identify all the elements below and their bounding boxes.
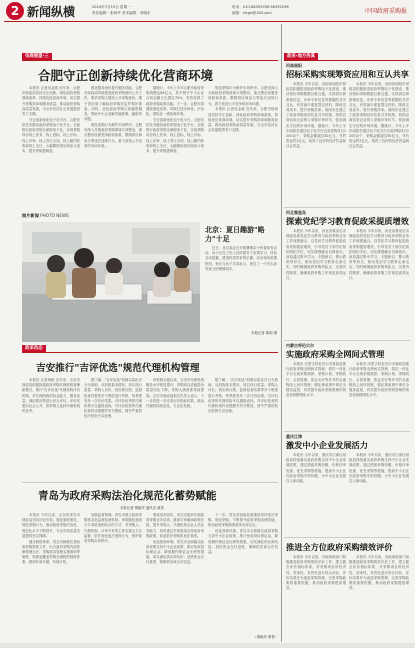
- sidebar-item-category: 河南南阳: [286, 63, 302, 68]
- lead-paragraph: 规范采购行为维护市场秩序。合肥市深入开展政府采购领域专项整治，重点整治设置差别歧视条款、限制供应商参与等违法违规行为，着力营造公平竞争的市场环境。: [208, 86, 278, 106]
- page-bottom-margin: [0, 643, 415, 648]
- bottom-rule: [22, 482, 278, 483]
- photo-news-label-cn: 图片新闻: [22, 213, 39, 218]
- mid-column-1: [22, 378, 80, 478]
- bottom-paragraph: 优化营商环境。青岛市全面落实政府采购支持中小企业政策，推行免收投标保证金、降低履约保证金比例等措施，切实减轻供应商负担；加快资金支付进度，保障供应商合法权益。: [208, 529, 278, 554]
- mid-paragraph: 该机制实施以来，吉安市代理机构服务水平明显提升，采购项目质疑投诉数量同比下降，采购人满意度持续提高。吉安市财政局相关负责人表示，下一步将进一步完善评价指标体系，推动代理机构规范化、专业化发展。: [146, 378, 204, 409]
- photo-caption-text: 近日，北京某社区开展暑期亲子科普体验活动，孩子们在工作人员的指导下参观学习，体验互动装置，感受科技带来的乐趣。活动现场氛围热烈，家长与孩子共同参与，度过了一个充实而有意义的暑期周末。: [205, 246, 277, 271]
- sidebar-paragraph: 本报讯 内蒙古呼伦贝尔市财政局推行政府采购全网间式管理，依托一体化平台实现采购预算、采购计划、采购执行、合同管理、资金支付等环节的全流程线上闭环管理，强化事前事中事后全链条监管，有效提升政府采购管理的规范化和精细化水平。: [286, 362, 346, 398]
- bottom-column-3: [146, 513, 204, 641]
- mid-column-2: [84, 378, 142, 478]
- sidebar-item-rule: [284, 207, 410, 208]
- photo-news-label-en: PHOTO NEWS: [40, 213, 69, 218]
- lead-paragraph: 规范采购行为维护市场秩序。合肥市深入开展政府采购领域专项整治，重点整治设置差别歧视条款、限制供应商参与等违法违规行为，着力营造公平竞争的市场环境。: [84, 122, 142, 148]
- sidebar-tag-rule: [284, 60, 410, 61]
- lead-column-4: [208, 86, 278, 210]
- newspaper-brand: 中国政府采购报: [364, 8, 407, 15]
- lead-tag-rule: [22, 60, 278, 61]
- bottom-credit: （胡晓华 黄青）: [253, 635, 278, 639]
- sidebar-item-title: 激发中小企业发展活力: [286, 440, 368, 450]
- bottom-paragraph: 本报讯 今年以来，山东省青岛市财政局坚持法治引领，强化制度建设，规范采购行为，推动政府采购法治化、规范化水平不断提升，为全市高质量发展提供坚实保障。: [22, 513, 80, 538]
- sidebar-item-text: [286, 453, 346, 533]
- mid-paragraph: 据了解，"吉评优选"机制以量化评分为基础，从机构基本情况、项目执行质量、采购人评价、供应商反馈、监督检查结果等多个维度进行考核，每季度发布一次评价结果。对评价优秀的代理机构予以通报表扬，对评价较差的代理机构约谈提醒并责令整改，情节严重的依法依规予以处理。: [208, 378, 278, 414]
- bottom-paragraph: 下一步，青岛市财政局将继续坚持依法采购、规范采购，不断提升政府采购治理效能，推动政府采购制度改革走深走实。: [208, 513, 278, 528]
- sidebar-item-text: [349, 555, 409, 641]
- mid-column-4: [208, 378, 278, 478]
- lead-column-3: [146, 86, 204, 210]
- sidebar-paragraph: 本报讯 今年以来，河南省南阳市财政局积极推进政府采购电子化建设，推动招标采购数据互联互通，实现供应商资格信息、评审专家信息等数据的共享互认，有效减少重复提交材料，降低交易成本，提升采购效率。南阳市还建立了政府采购信用信息共享机制，将供应商信用记录纳入采购评审环节，营造诚实守信的市场环境。据统计，今年上半年南阳市通过电子化平台完成采购项目1200余个，采购金额超过30亿元，节约资金约2亿元，取得了良好的经济效益和社会效益。: [286, 82, 346, 149]
- header-rule: [4, 21, 411, 22]
- lead-paragraph: 本报讯 记者吴金威 近年来，合肥市财政局坚持守正创新，深化政府采购领域改革，持续优化营商环境，切实提升采购效率和服务质量，推动政府采购高质量发展，为全市经济社会发展提供有力支撑。: [208, 107, 278, 133]
- sidebar-item-text: [349, 229, 409, 337]
- sidebar-item-title: 探索党纪学习教育促政采提质增效: [286, 216, 409, 226]
- sidebar-item-title: 招标采购实现筹资应用和互认共享: [286, 69, 409, 79]
- sidebar-item-text: [286, 555, 346, 641]
- mid-column-3: [146, 378, 204, 478]
- header-contact: 电话：010-68392598 68392598: [232, 5, 289, 9]
- header-email: 邮箱：zfcgb@163.com: [232, 11, 272, 15]
- sidebar-paragraph: 本报讯 今年以来，各地财政部门积极推进政府采购绩效评价工作，建立健全评价指标体系，对采购项目的经济性、效率性、有效性进行综合评价，评价结果作为改进采购管理、完善采购政策的重要依据，推动政府采购提质增效。: [286, 555, 346, 591]
- sidebar-paragraph: 本报讯 今年以来，河北省秦皇岛市财政局将党纪学习教育与政府采购业务工作深度融合，以党纪学习教育促进政府采购提质增效，引导党员干部学纪知纪明纪守纪，切实增强廉洁自律意识。该局通过集中学习、专题研讨、警示教育等形式，推动党纪学习教育走深走实，同时梳理政府采购风险点，完善内控制度，确保政府采购工作规范高效运行。: [349, 229, 409, 280]
- photo-caption-title: 北京：夏日趣游"略力"十足: [205, 226, 265, 243]
- lead-headline: 合肥守正创新持续优化营商环境: [38, 68, 214, 83]
- mid-section-tag: 政采动态: [22, 345, 46, 352]
- news-photo: [22, 222, 200, 342]
- bottom-paragraph: 健全制度体系。青岛市梳理完善政府采购制度文件，出台政府采购内部控制管理办法、采购需求管理实施细则等制度，构建起覆盖采购全流程的制度体系，做到有章可循、有规可依。: [22, 539, 80, 565]
- bottom-column-2: [84, 513, 142, 641]
- lead-column-1: [22, 86, 80, 210]
- section-number-badge: 2: [6, 2, 24, 20]
- sidebar-item-text: [349, 362, 409, 428]
- sidebar-item-category: 河北秦皇岛: [286, 210, 306, 215]
- sidebar-item-category: 重庆江津: [286, 434, 302, 439]
- sidebar-item-text: [286, 362, 346, 428]
- sidebar-paragraph: 本报讯 今年以来，重庆市江津区财政局持续落实政府采购支持中小企业发展政策，通过预留采购份额、价格评审优惠、优先采购等措施，提高中小企业在政府采购中的份额，为中小企业发展注入新动能。: [286, 453, 346, 484]
- bottom-paragraph: 加强监督管理。青岛市建立政府采购常态化监督检查机制，采取随机抽查与专项检查相结合的方式，对采购人、代理机构、评审专家等主体实施全方位监督，依法查处违法违规行为，维护政府采购市场秩序。: [84, 513, 142, 544]
- bottom-headline: 青岛为政府采购法治化规范化蓄势赋能: [38, 490, 217, 502]
- photo-credit: 本报记者 陈明 摄: [251, 331, 277, 335]
- mid-headline: 吉安推行"吉评优选"规范代理机构管理: [36, 363, 200, 374]
- photo-illustration: [22, 222, 200, 342]
- sidebar-paragraph: 本报讯 内蒙古呼伦贝尔市财政局推行政府采购全网间式管理，依托一体化平台实现采购预算、采购计划、采购执行、合同管理、资金支付等环节的全流程线上闭环管理，强化事前事中事后全链条监管，有效提升政府采购管理的规范化和精细化水平。: [349, 362, 409, 398]
- lead-paragraph: 据统计，今年上半年合肥市政府采购规模达86亿元，其中授予中小企业合同金额占比超过70%，有效发挥了政府采购政策功能。下一步，合肥市将继续深化改革，持续打造市场化、法治化、国际化一流营商环境。: [146, 86, 204, 117]
- bottom-byline: 本报记者 胡晓华 通讯员 黄青: [120, 506, 164, 510]
- sidebar-item-rule: [284, 537, 410, 538]
- lead-paragraph: 守正创新优化电子化平台。合肥市依托安徽省政府采购电子化平台，全面推行政府采购全流程电子化，实现采购项目线上发布、线上投标、线上开标、线上评审、线上签订合同、线上履约验收和线上支付，大幅降低供应商参与成本，提升采购透明度。: [146, 117, 204, 153]
- sidebar-item-title: 推进全方位政府采购绩效评价: [286, 542, 393, 552]
- header-editors: 责任编辑：张杨华 美术编辑：李晓东: [92, 11, 151, 15]
- photo-caption: [205, 246, 277, 312]
- lead-section-tag: 电商展望·三: [22, 53, 52, 60]
- lead-column-2: [84, 86, 142, 210]
- sidebar-section-tag: 政采·地方传真: [284, 53, 318, 60]
- bottom-column-1: [22, 513, 80, 641]
- sidebar-item-text: [286, 229, 346, 337]
- sidebar-item-category: 内蒙古呼伦贝尔: [286, 343, 314, 348]
- sidebar-paragraph: 本报讯 今年以来，河北省秦皇岛市财政局将党纪学习教育与政府采购业务工作深度融合，以党纪学习教育促进政府采购提质增效，引导党员干部学纪知纪明纪守纪，切实增强廉洁自律意识。该局通过集中学习、专题研讨、警示教育等形式，推动党纪学习教育走深走实，同时梳理政府采购风险点，完善内控制度，确保政府采购工作规范高效运行。: [286, 229, 346, 280]
- mid-tag-rule: [22, 352, 278, 353]
- sidebar-paragraph: 本报讯 今年以来，重庆市江津区财政局持续落实政府采购支持中小企业发展政策，通过预留采购份额、价格评审优惠、优先采购等措施，提高中小企业在政府采购中的份额，为中小企业发展注入新动能。: [349, 453, 409, 484]
- sidebar-item-rule: [284, 340, 410, 341]
- sidebar-item-text: [286, 82, 346, 204]
- lead-paragraph: 强化服务意识提升服务效能。合肥市财政局持续推进政府采购意向公开工作，要求采购人提前公开采购意向，便于供应商了解政府采购信息并做好准备。同时，优化政府采购合同融资服务，帮助中小企业解决融资难、融资贵问题。: [84, 86, 142, 122]
- photo-news-label: [22, 213, 69, 219]
- sidebar-paragraph: 本报讯 今年以来，河南省南阳市财政局积极推进政府采购电子化建设，推动招标采购数据互联互通，实现供应商资格信息、评审专家信息等数据的共享互认，有效减少重复提交材料，降低交易成本，提升采购效率。南阳市还建立了政府采购信用信息共享机制，将供应商信用记录纳入采购评审环节，营造诚实守信的市场环境。据统计，今年上半年南阳市通过电子化平台完成采购项目1200余个，采购金额超过30亿元，节约资金约2亿元，取得了良好的经济效益和社会效益。: [349, 82, 409, 149]
- sidebar-item-rule: [284, 431, 410, 432]
- header-date: 2024年7月15日 星期一: [92, 5, 131, 9]
- sidebar-item-text: [349, 453, 409, 533]
- sidebar-paragraph: 本报讯 今年以来，各地财政部门积极推进政府采购绩效评价工作，建立健全评价指标体系，对采购项目的经济性、效率性、有效性进行综合评价，评价结果作为改进采购管理、完善采购政策的重要依据，推动政府采购提质增效。: [349, 555, 409, 591]
- lead-paragraph: 守正创新优化电子化平台。合肥市依托安徽省政府采购电子化平台，全面推行政府采购全流程电子化，实现采购项目线上发布、线上投标、线上开标、线上评审、线上签订合同、线上履约验收和线上支付，大幅降低供应商参与成本，提升采购透明度。: [22, 117, 80, 153]
- bottom-column-4: [208, 513, 278, 633]
- sidebar-item-text: [349, 82, 409, 204]
- bottom-paragraph: 优化营商环境。青岛市全面落实政府采购支持中小企业政策，推行免收投标保证金、降低履约保证金比例等措施，切实减轻供应商负担；加快资金支付进度，保障供应商合法权益。: [146, 539, 204, 565]
- bottom-paragraph: 强化培训宣传。青岛市组织开展政府采购业务培训，邀请专家解读政策法规，提升采购人、代理机构从业人员业务能力；同时通过多种渠道宣传政府采购政策，营造依法采购的良好氛围。: [146, 513, 204, 538]
- sidebar-divider: [281, 24, 282, 642]
- mid-paragraph: 据了解，"吉评优选"机制以量化评分为基础，从机构基本情况、项目执行质量、采购人评价、供应商反馈、监督检查结果等多个维度进行考核，每季度发布一次评价结果。对评价优秀的代理机构予以通报表扬，对评价较差的代理机构约谈提醒并责令整改，情节严重的依法依规予以处理。: [84, 378, 142, 419]
- lead-paragraph: 本报讯 记者吴金威 近年来，合肥市财政局坚持守正创新，深化政府采购领域改革，持续优化营商环境，切实提升采购效率和服务质量，推动政府采购高质量发展，为全市经济社会发展提供有力支撑。: [22, 86, 80, 117]
- mid-paragraph: 本报讯 记者杨帆 近年来，吉安市财政局积极探索政府采购代理机构管理新模式，推行"吉评优选"代理机构评价机制，对代理机构的执业能力、服务质量、诚信情况等进行综合评价，评价结果向社会公开，供采购人选择代理机构时参考。: [22, 378, 80, 414]
- sidebar-item-title: 实施政府采购全网间式管理: [286, 349, 385, 359]
- section-title: 新闻纵横: [27, 5, 76, 19]
